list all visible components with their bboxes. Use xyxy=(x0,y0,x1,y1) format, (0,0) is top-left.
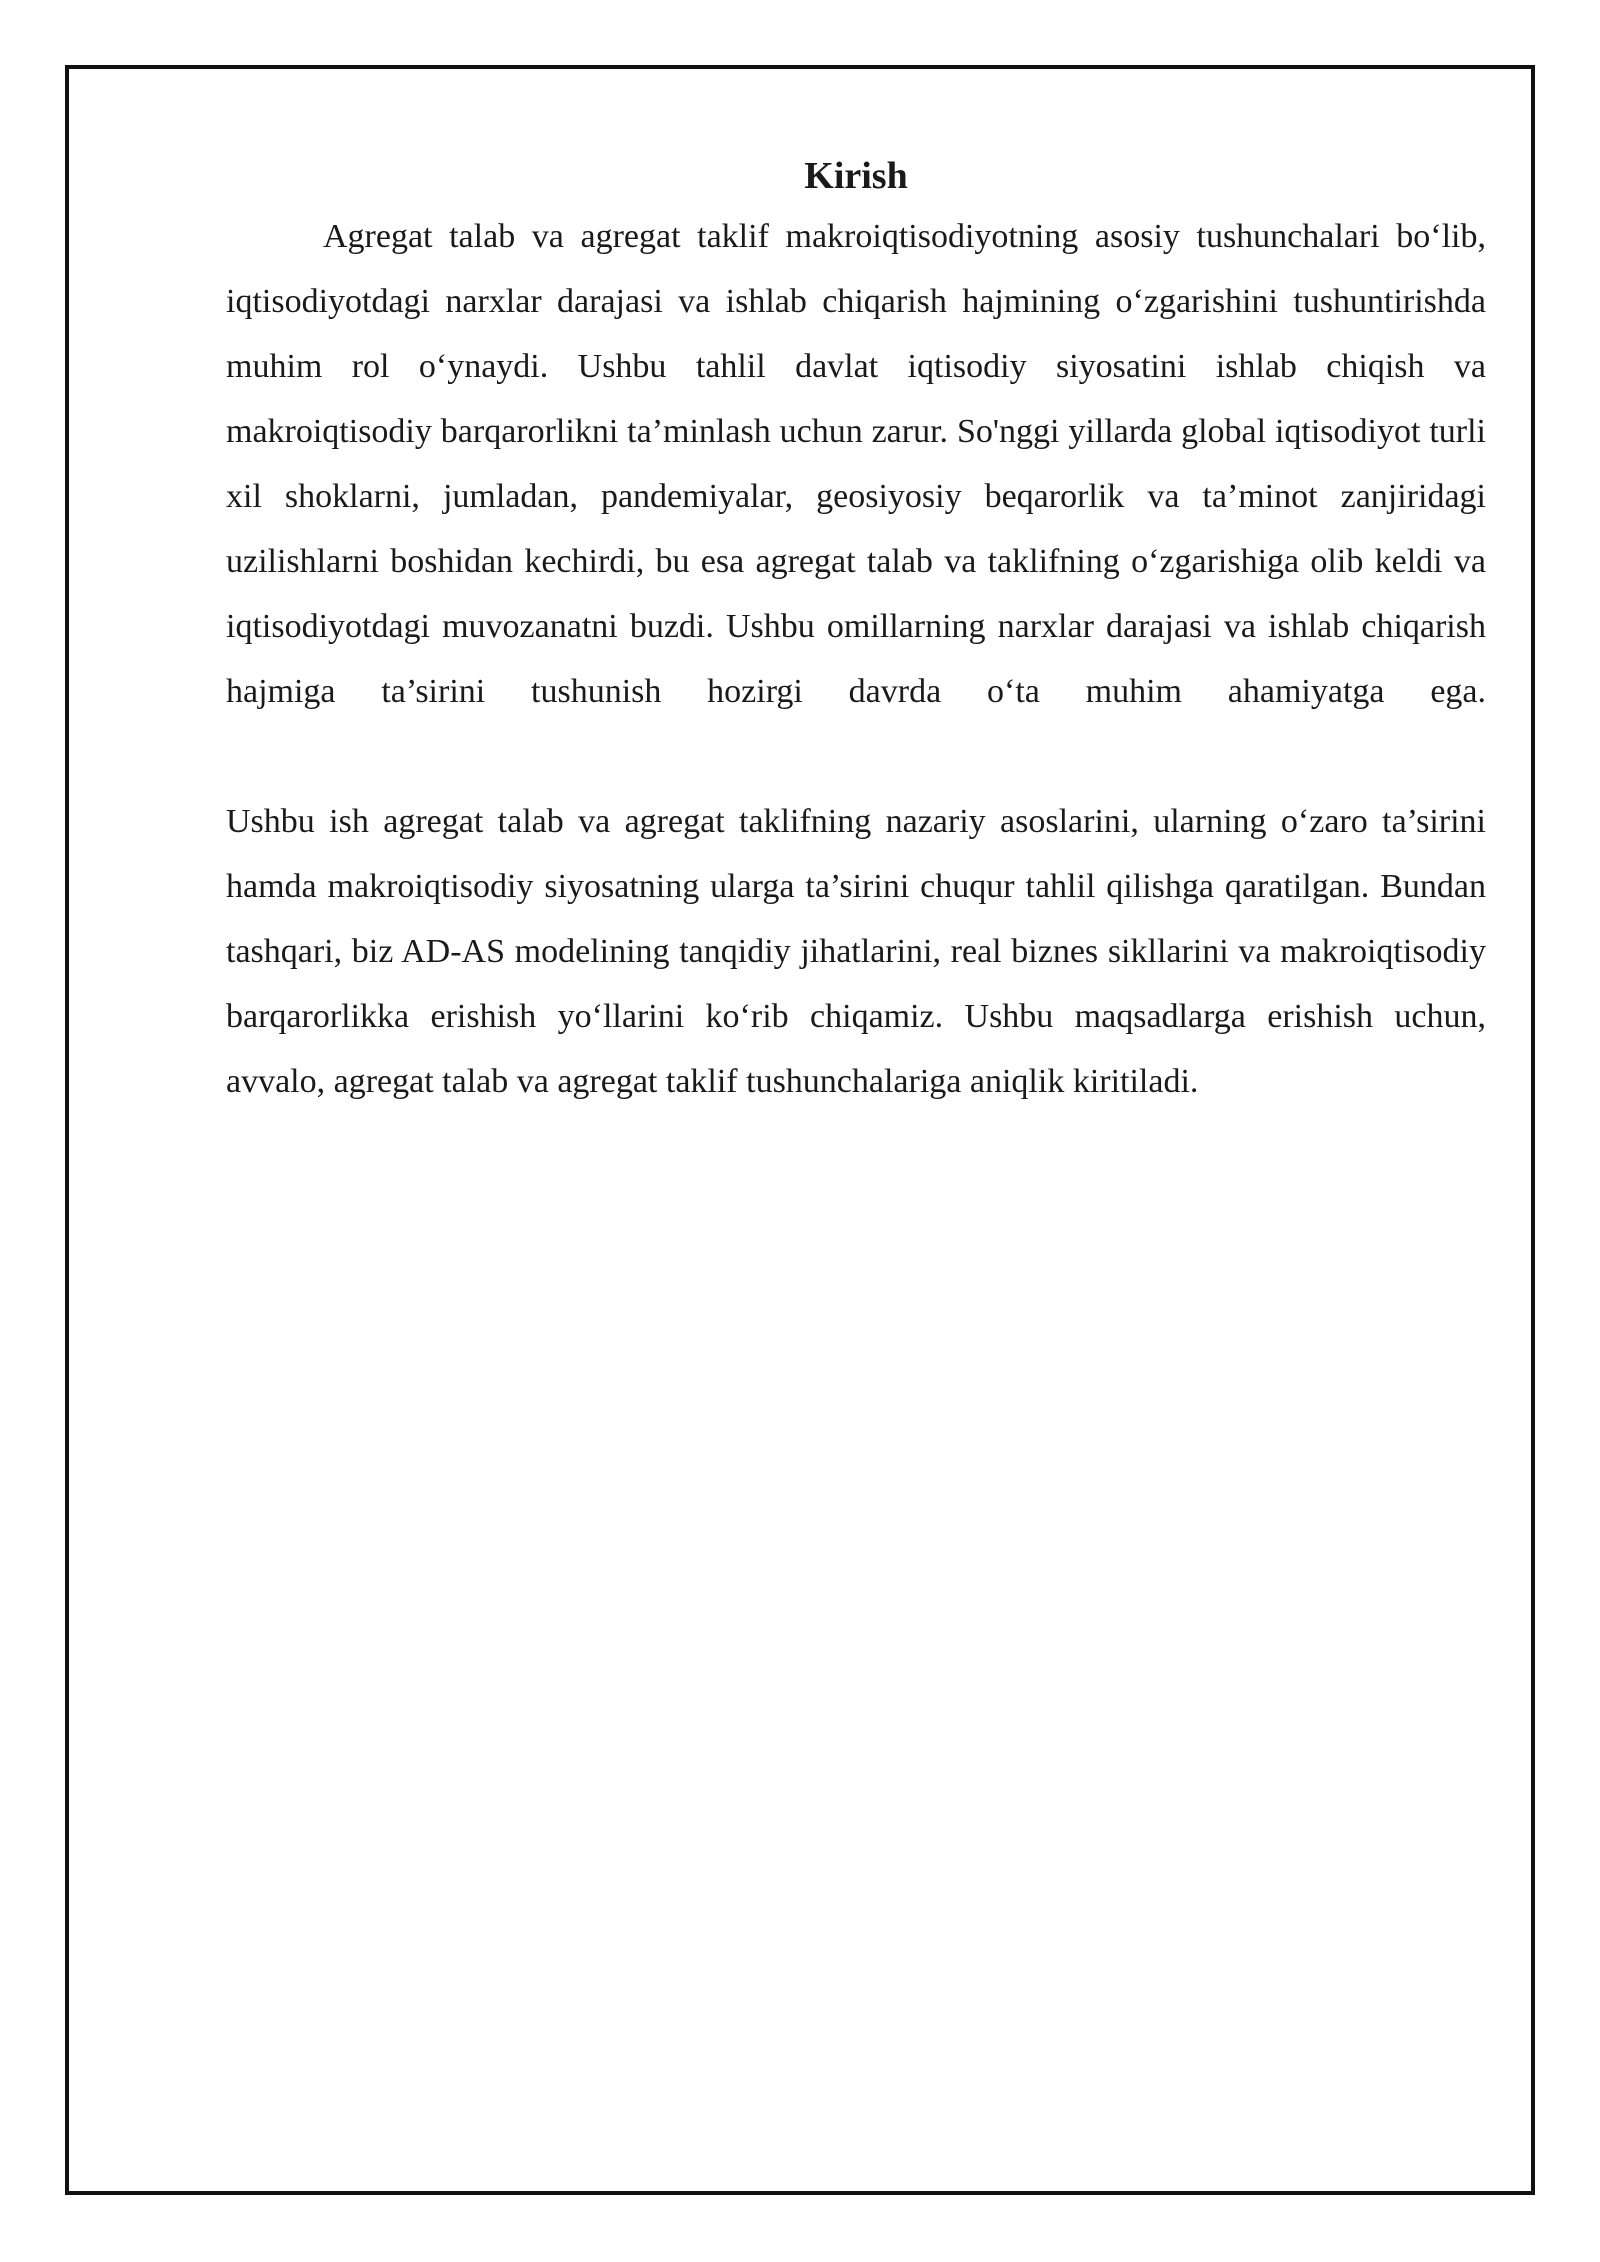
paragraph-objectives: Ushbu ish agregat talab va agregat taklifning nazariy asoslarini, ularning o‘zaro ta’sirini hamda makroiqtisodiy siyosatning ularga ta’sirini chuqur tahlil qilishga qaratilgan. Bundan tashqari, biz AD-AS modelining tanqidiy jihatlarini, real biznes sikllarini va makroiqtisodiy barqarorlikka erishish yo‘llarini ko‘rib chiqamiz. Ushbu maqsadlarga erishish uchun, avvalo, agregat talab va agregat taklif tushunchalariga aniqlik kiritiladi. xyxy=(226,803,1486,1100)
paragraph-spacer xyxy=(226,724,1486,789)
paragraph-intro: Agregat talab va agregat taklif makroiqtisodiyotning asosiy tushunchalari bo‘lib, iqtisodiyotdagi narxlar darajasi va ishlab chiqarish hajmining o‘zgarishini tushuntirishda muhim rol o‘ynaydi. Ushbu tahlil davlat iqtisodiy siyosatini ishlab chiqish va makroiqtisodiy barqarorlikni ta’minlash uchun zarur. So'nggi yillarda global iqtisodiyot turli xil shoklarni, jumladan, pandemiyalar, geosiyosiy beqarorlik va ta’minot zanjiridagi uzilishlarni boshidan kechirdi, bu esa agregat talab va taklifning o‘zgarishiga olib keldi va iqtisodiyotdagi muvozanatni buzdi. Ushbu omillarning narxlar darajasi va ishlab chiqarish hajmiga ta’sirini tushunish hozirgi davrda o‘ta muhim ahamiyatga ega. xyxy=(226,218,1486,710)
document-title: Kirish xyxy=(804,155,908,197)
document-body xyxy=(226,148,1486,1114)
